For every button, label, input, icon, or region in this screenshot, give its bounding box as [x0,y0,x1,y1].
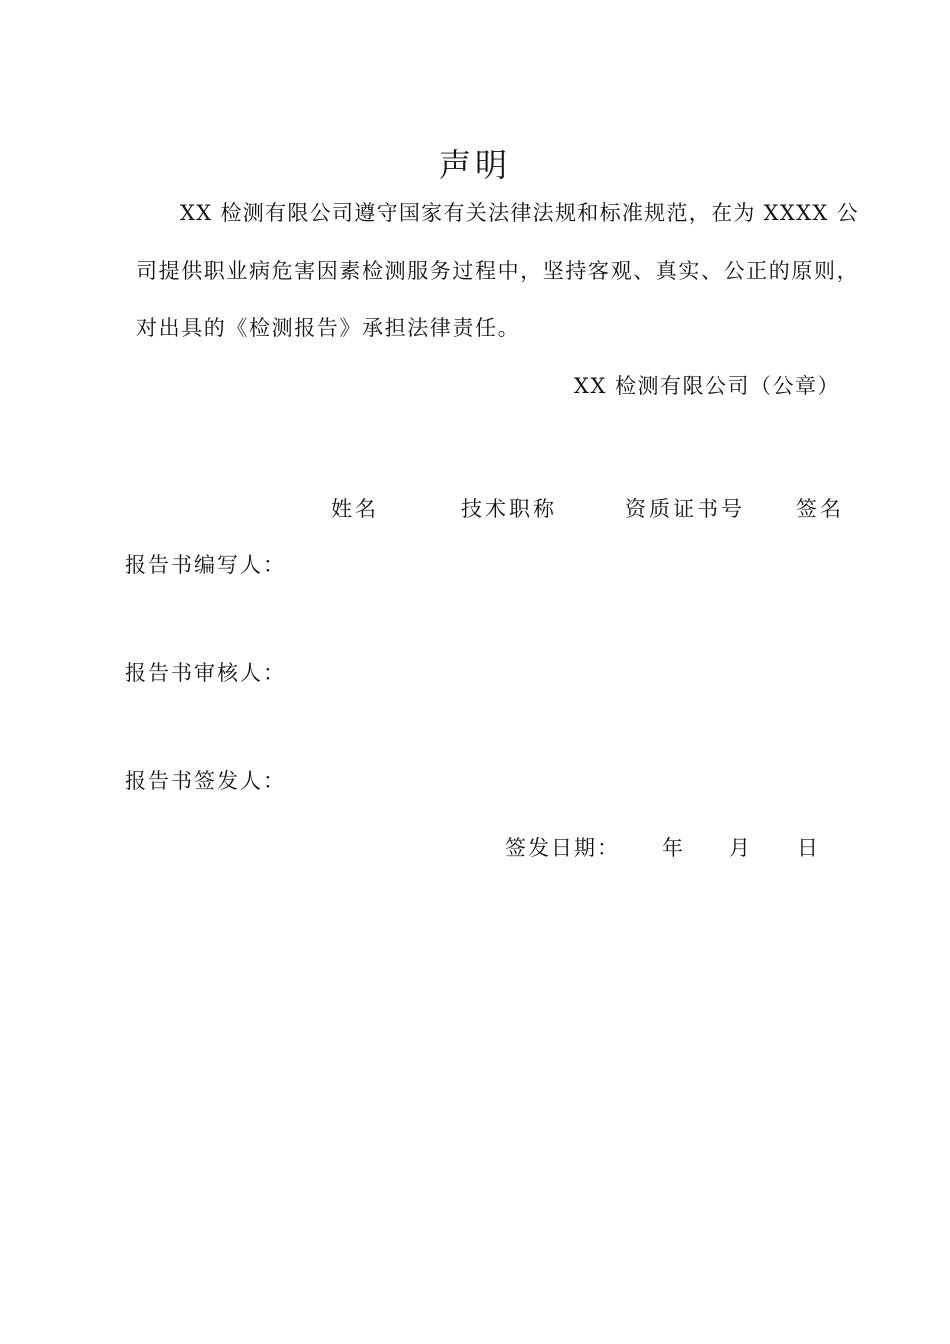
issue-date-year: 年 [662,836,685,860]
issue-date-month: 月 [729,836,752,860]
row-label-writer: 报告书编写人： [125,553,286,577]
company-seal-line: XX 检测有限公司（公章） [573,374,840,398]
header-technical-title: 技术职称 [461,497,557,521]
statement-line-2: 司提供职业病危害因素检测服务过程中，坚持客观、真实、公正的原则， [136,259,860,283]
statement-line-1: XX 检测有限公司遵守国家有关法律法规和标准规范，在为 XXXX 公 [180,201,859,225]
row-label-reviewer: 报告书审核人： [125,661,286,685]
header-certificate-number: 资质证书号 [625,497,745,521]
row-label-issuer: 报告书签发人： [125,769,286,793]
issue-date-label: 签发日期： [505,836,620,860]
issue-date-day: 日 [797,836,820,860]
header-name: 姓名 [331,497,379,521]
header-signature: 签名 [796,497,844,521]
document-title: 声明 [438,146,511,184]
statement-line-3: 对出具的《检测报告》承担法律责任。 [136,316,521,340]
